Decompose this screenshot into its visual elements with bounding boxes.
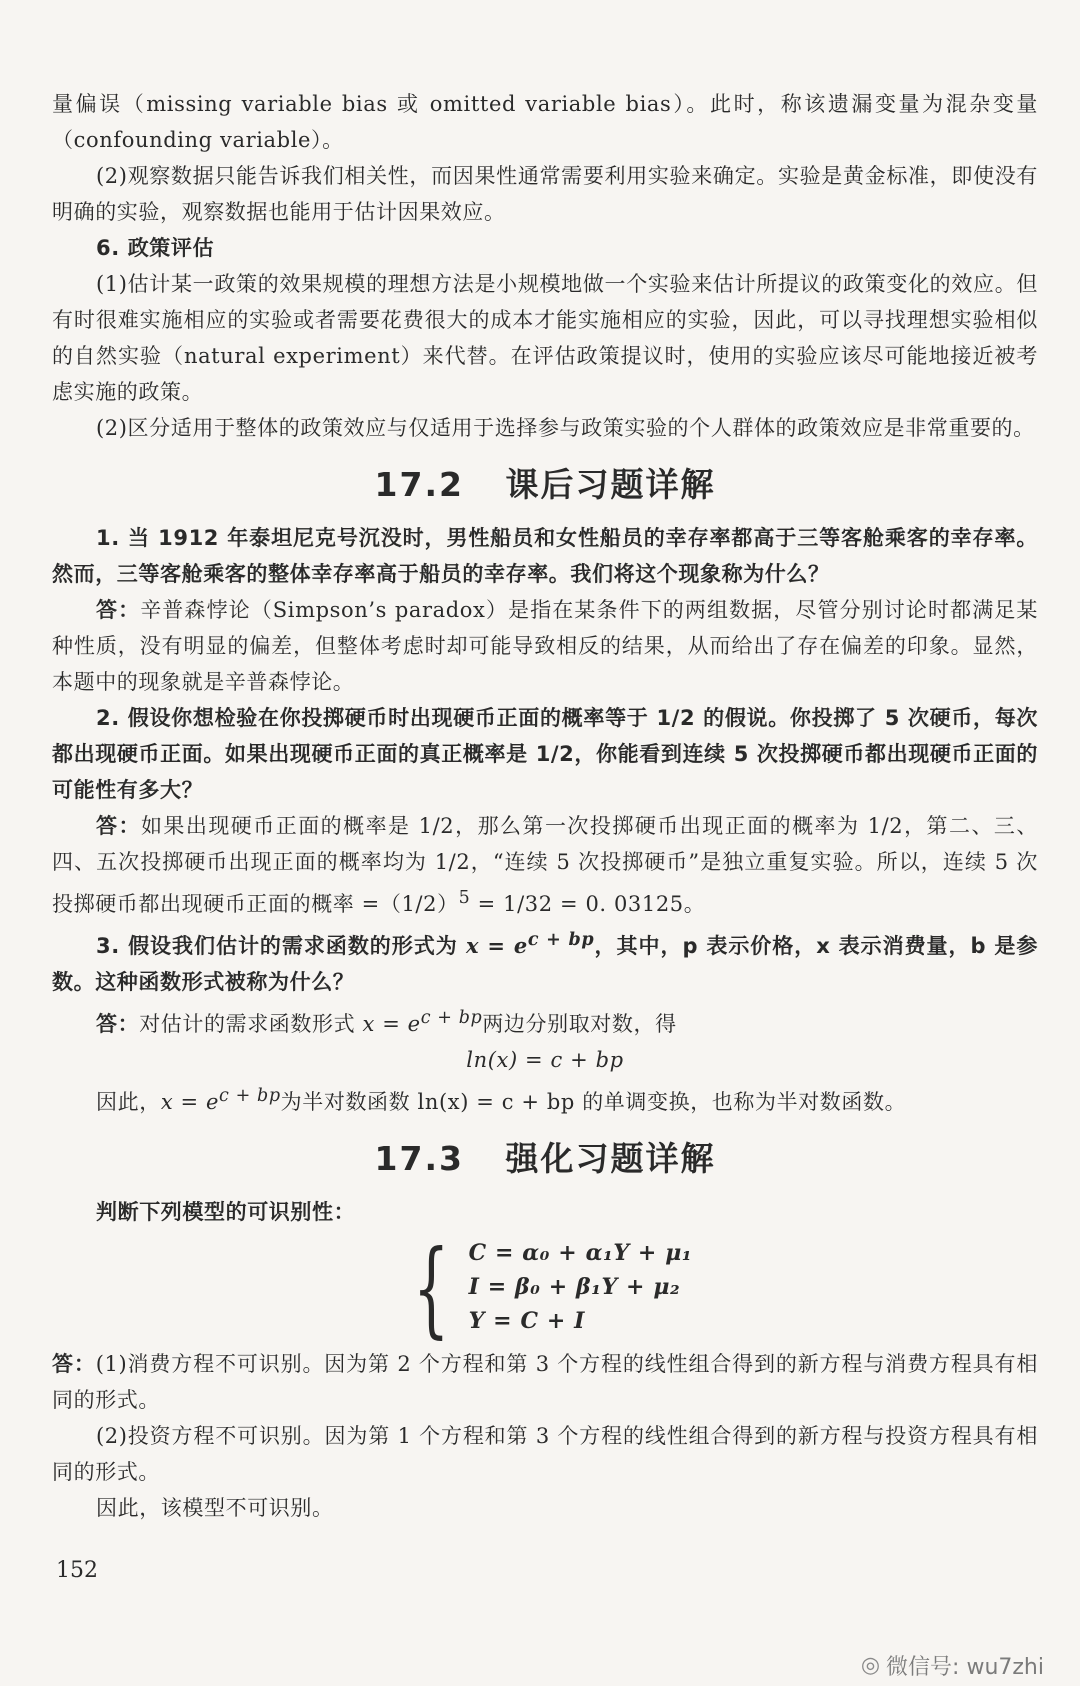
question: 2. 假设你想检验在你投掷硬币时出现硬币正面的概率等于 1/2 的假说。你投掷了 5 次硬币，每次都出现硬币正面。如果出现硬币正面的真正概率是 1/2，你能看到连续 5 次投掷硬币都出现硬币正面的可能性有多大？ bbox=[52, 706, 1038, 802]
wechat-icon: ◎ bbox=[860, 1653, 881, 1678]
page-number: 152 bbox=[56, 1558, 98, 1583]
watermark bbox=[861, 1650, 1044, 1681]
section-number: 17.3 bbox=[374, 1139, 464, 1178]
equation: I = β₀ + β₁Y + μ₂ bbox=[468, 1274, 681, 1300]
equation-list bbox=[469, 1234, 693, 1342]
answer bbox=[52, 808, 1038, 922]
paragraph: (2)区分适用于整体的政策效应与仅适用于选择参与政策实验的个人群体的政策效应是非常重要的。 bbox=[96, 416, 1035, 440]
watermark-text: 微信号: wu7zhi bbox=[886, 1655, 1044, 1680]
answer-text: 两边分别取对数，得 bbox=[482, 1012, 677, 1036]
answer: 因此，该模型不可识别。 bbox=[96, 1496, 334, 1520]
exponent: c + bp bbox=[527, 930, 595, 950]
math-expression: x = e bbox=[362, 1012, 421, 1036]
equation: Y = C + I bbox=[468, 1308, 586, 1334]
page-body bbox=[52, 86, 1038, 1526]
left-brace: { bbox=[412, 1227, 450, 1349]
answer: (2)投资方程不可识别。因为第 1 个方程和第 3 个方程的线性组合得到的新方程与投资方程具有相同的形式。 bbox=[52, 1424, 1038, 1484]
paragraph: (1)估计某一政策的效果规模的理想方法是小规模地做一个实验来估计所提议的政策变化的效应。但有时很难实施相应的实验或者需要花费很大的成本才能实施相应的实验，因此，可以寻找理想实验相似的自然实验（natural experiment）来代替。在评估政策提议时，使用的实验应该尽可能地接近被考虑实施的政策。 bbox=[52, 272, 1038, 404]
section-heading bbox=[52, 1134, 1038, 1184]
paragraph: 量偏误（missing variable bias 或 omitted variable bias）。此时，称该遗漏变量为混杂变量（confounding variable）。 bbox=[52, 92, 1038, 152]
conclusion-text: 因此， bbox=[96, 1090, 161, 1114]
section-number: 17.2 bbox=[374, 465, 464, 504]
section-heading bbox=[52, 460, 1038, 510]
answer bbox=[52, 1000, 1038, 1042]
answer-text: 辛普森悖论（Simpson’s paradox）是指在某条件下的两组数据，尽管分别讨论时都满足某种性质，没有明显的偏差，但整体考虑时却可能导致相反的结果，从而给出了存在偏差的印象。显然，本题中的现象就是辛普森悖论。 bbox=[52, 598, 1038, 694]
answer bbox=[52, 592, 1038, 700]
exponent: c + bp bbox=[219, 1086, 281, 1106]
exponent: c + bp bbox=[420, 1008, 483, 1028]
subheading: 6. 政策评估 bbox=[96, 236, 215, 260]
answer-text: (1)消费方程不可识别。因为第 2 个方程和第 3 个方程的线性组合得到的新方程与消费方程具有相同的形式。 bbox=[52, 1352, 1039, 1412]
answer-label: 答： bbox=[96, 598, 141, 622]
math-expression: x = e bbox=[160, 1090, 220, 1114]
section-title: 强化习题详解 bbox=[505, 1139, 716, 1178]
equation: ln(x) = c + bp bbox=[466, 1048, 624, 1072]
exponent: 5 bbox=[458, 888, 471, 908]
answer-label: 答： bbox=[96, 814, 141, 838]
answer-text-end: = 1/32 = 0. 03125。 bbox=[470, 892, 706, 916]
question: 判断下列模型的可识别性： bbox=[96, 1200, 356, 1224]
conclusion bbox=[52, 1078, 1038, 1120]
answer-label: 答： bbox=[52, 1352, 96, 1376]
equation: C = α₀ + α₁Y + μ₁ bbox=[468, 1240, 693, 1266]
math-expression: x = e bbox=[465, 933, 528, 958]
paragraph: (2)观察数据只能告诉我们相关性，而因果性通常需要利用实验来确定。实验是黄金标准，即使没有明确的实验，观察数据也能用于估计因果效应。 bbox=[52, 164, 1038, 224]
equation-system bbox=[52, 1227, 1038, 1349]
question: 1. 当 1912 年泰坦尼克号沉没时，男性船员和女性船员的幸存率都高于三等客舱乘客的幸存率。然而，三等客舱乘客的整体幸存率高于船员的幸存率。我们将这个现象称为什么？ bbox=[52, 526, 1038, 586]
answer-text: 对估计的需求函数形式 bbox=[139, 1012, 363, 1036]
question-text: ，其中，p 表示价格，x 表示消费量，b 是参数。这种函数形式被称为什么？ bbox=[52, 934, 1038, 994]
question-text: 3. 假设我们估计的需求函数的形式为 bbox=[96, 934, 466, 958]
question bbox=[52, 922, 1038, 1000]
answer bbox=[52, 1346, 1038, 1418]
answer-text: 如果出现硬币正面的概率是 1/2，那么第一次投掷硬币出现正面的概率为 1/2，第二、三、四、五次投掷硬币出现正面的概率均为 1/2，“连续 5 次投掷硬币”是独立重复实验。所以，连续 5 次投掷硬币都出现硬币正面的概率 =（1/2） bbox=[52, 814, 1039, 916]
section-title: 课后习题详解 bbox=[505, 465, 716, 504]
conclusion-text: 为半对数函数 ln(x) = c + bp 的单调变换，也称为半对数函数。 bbox=[280, 1090, 907, 1114]
answer-label: 答： bbox=[96, 1012, 140, 1036]
